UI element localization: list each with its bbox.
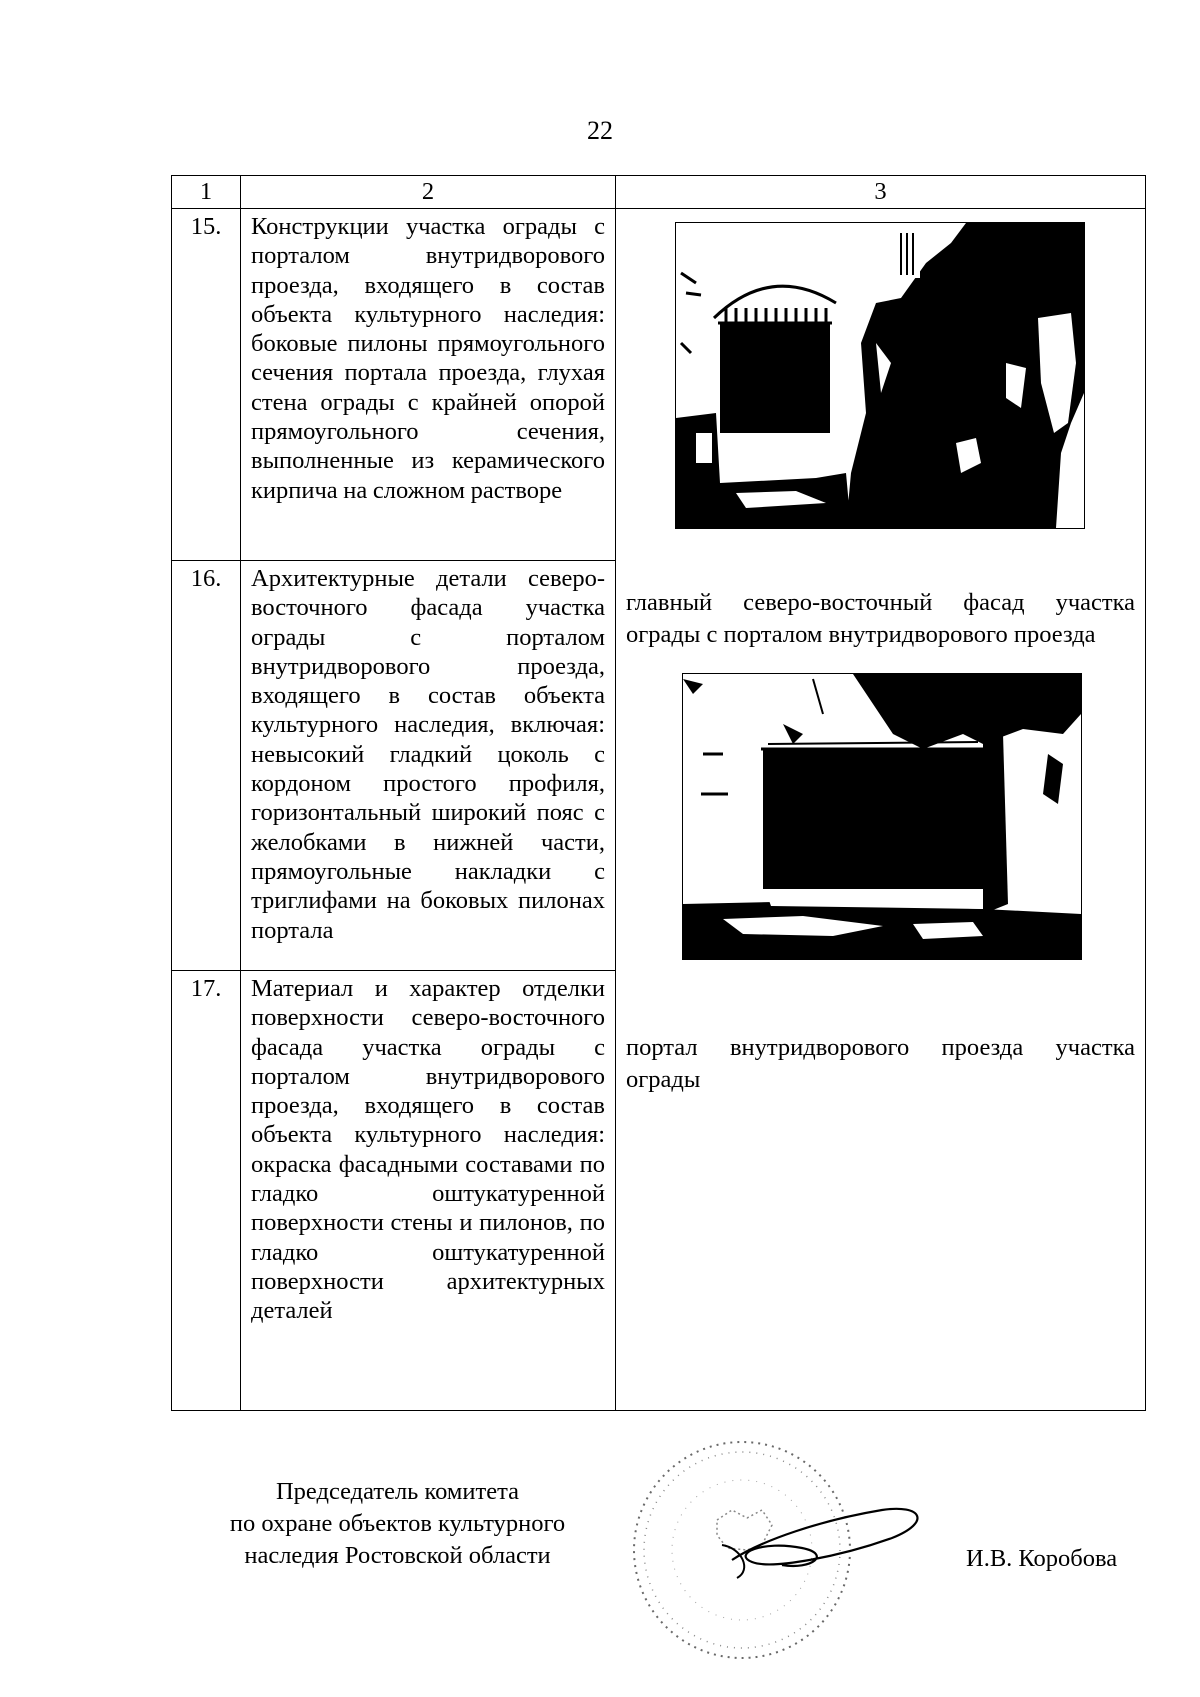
facade-photo: [675, 222, 1085, 529]
portal-photo-image: [683, 674, 1081, 959]
facade-photo-image: [676, 223, 1084, 528]
row-description: Конструкции участка ограды с порталом внутридворового проезда, входящего в состав объекта культурного наследия: боковые пилоны прямоугольного сечения портала проезда, глухая стена ограды с крайней опорой прямоугольного сечения, выполненные из керамического кирпича на сложном растворе: [251, 213, 605, 504]
table-row: [172, 209, 1146, 561]
table-header-row: [172, 176, 1146, 209]
signatory-title-line: по охране объектов культурного: [229, 1510, 566, 1537]
row-number: 16.: [190, 565, 222, 592]
header-cell: 2: [241, 176, 616, 209]
signatory-title: [190, 1476, 605, 1572]
header-cell: 1: [172, 176, 241, 209]
heritage-elements-table: [171, 175, 1146, 1411]
row-number: 17.: [190, 975, 222, 1002]
photos-cell: [616, 209, 1146, 1411]
portal-photo: [682, 673, 1082, 960]
signatory-name: И.В. Коробова: [966, 1545, 1118, 1572]
row-number: 15.: [190, 213, 222, 240]
facade-photo-caption: главный северо-восточный фасад участка ограды с порталом внутридворового проезда: [626, 589, 1135, 648]
official-seal: [622, 1430, 942, 1675]
row-description: Материал и характер отделки поверхности северо-восточного фасада участка ограды с порталом внутридворового проезда, входящего в состав объекта культурного наследия: окраска фасадными составами по гладко оштукатуренной поверхности стены и пилонов, по гладко оштукатуренной поверхности архитектурных деталей: [251, 975, 605, 1325]
header-cell: 3: [616, 176, 1146, 209]
page-number: 22: [587, 116, 613, 145]
portal-photo-caption: портал внутридворового проезда участка ограды: [626, 1034, 1135, 1093]
seal-and-signature-image: [622, 1430, 942, 1670]
signatory-title-line: Председатель комитета: [275, 1478, 519, 1505]
signatory-title-line: наследия Ростовской области: [244, 1542, 551, 1569]
row-description: Архитектурные детали северо-восточного фасада участка ограды с порталом внутридворового проезда, входящего в состав объекта культурного наследия, включая: невысокий гладкий цоколь с кордоном простого профиля, горизонтальный широкий пояс с желобками в нижней части, прямоугольные накладки с триглифами на боковых пилонах портала: [251, 565, 605, 944]
